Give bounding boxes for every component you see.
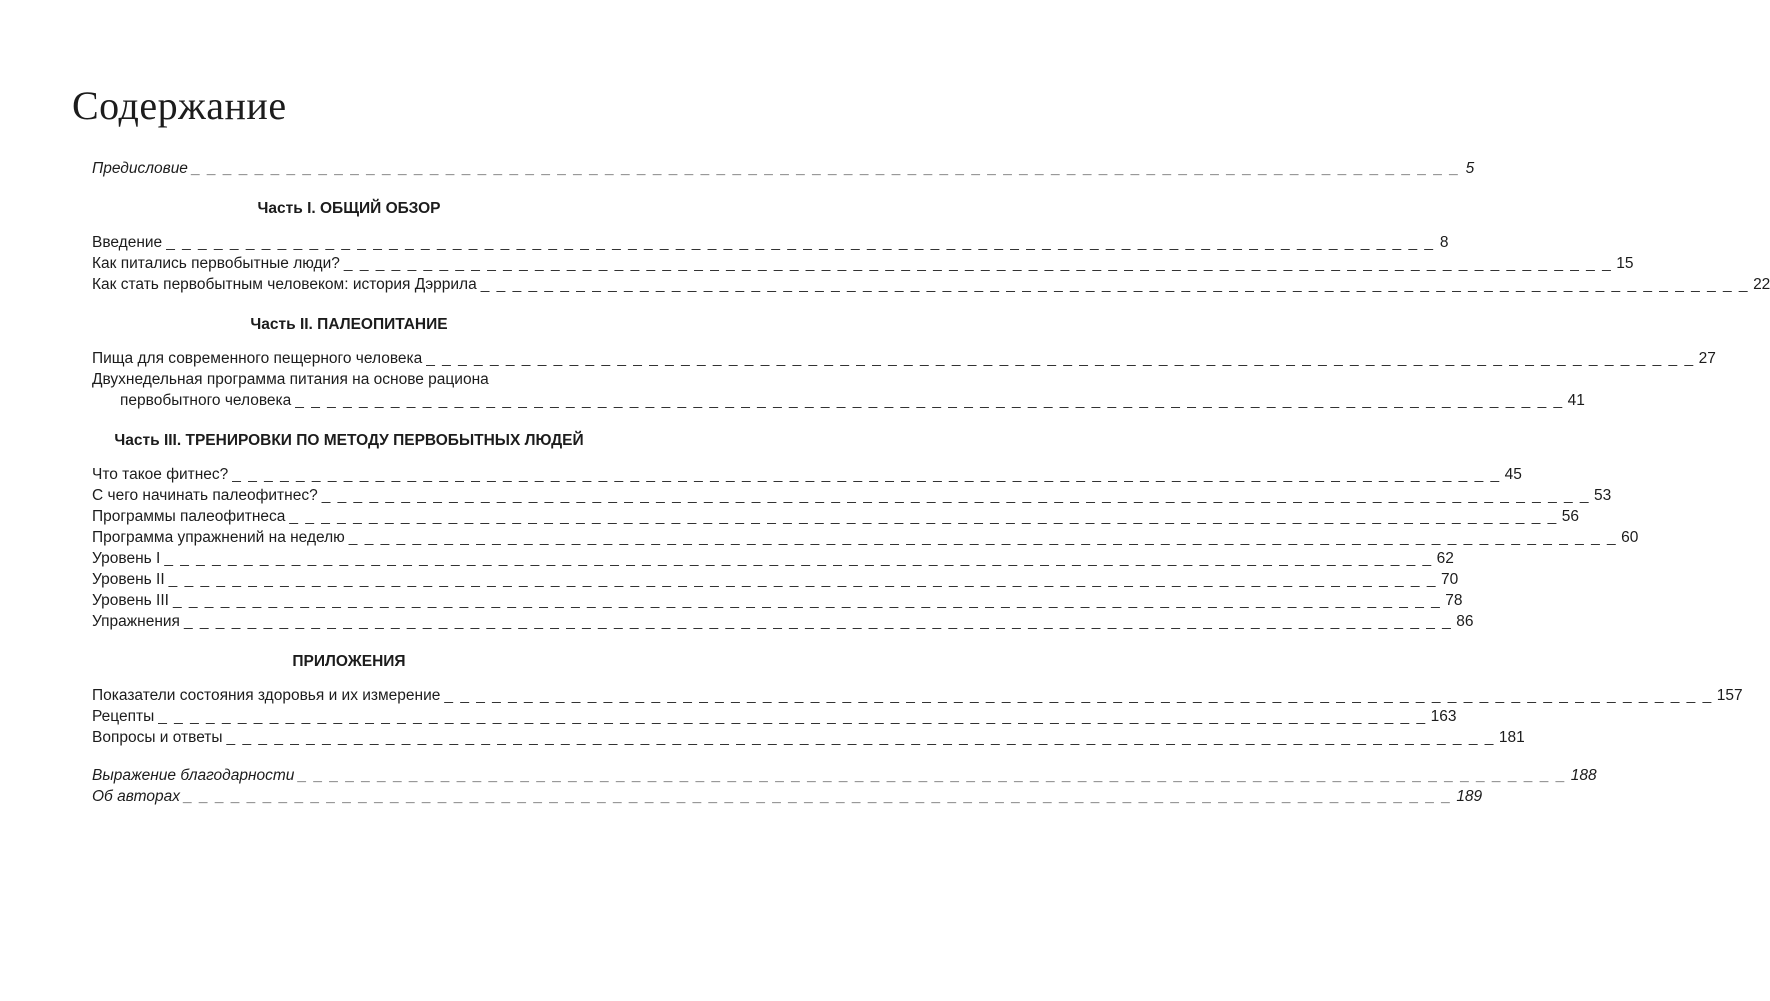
toc-entry-label: С чего начинать палеофитнес? <box>92 487 318 504</box>
toc-entry[interactable] <box>92 727 1525 748</box>
toc-entry-page: 27 <box>1698 350 1716 367</box>
toc-entry-label: Предисловие <box>92 160 188 177</box>
toc-entry-line-2 <box>92 390 1585 411</box>
dot-leader: _ _ _ _ _ _ _ _ _ _ _ _ _ _ _ _ _ _ _ _ _ _ _ _ _ _ _ _ _ _ _ _ _ _ _ _ _ _ _ _ _ _ _ _ _ _ _ _ _ _ _ _ _ _ _ _ _ _ _ _ _ _ _ _ _ _ _ _ _ _ _ _ _ _ _ _ _ _ _ _ <box>343 255 1613 272</box>
dot-leader: _ _ _ _ _ _ _ _ _ _ _ _ _ _ _ _ _ _ _ _ _ _ _ _ _ _ _ _ _ _ _ _ _ _ _ _ _ _ _ _ _ _ _ _ _ _ _ _ _ _ _ _ _ _ _ _ _ _ _ _ _ _ _ _ _ _ _ _ _ _ _ _ _ _ _ _ _ _ _ _ <box>295 392 1564 409</box>
toc-entry-label: Программы палеофитнеса <box>92 508 286 525</box>
toc-entry-label: Как стать первобытным человеком: история Дэррила <box>92 276 477 293</box>
table-of-contents <box>72 83 1770 807</box>
toc-entry-label: Уровень I <box>92 550 161 567</box>
dot-leader: _ _ _ _ _ _ _ _ _ _ _ _ _ _ _ _ _ _ _ _ _ _ _ _ _ _ _ _ _ _ _ _ _ _ _ _ _ _ _ _ _ _ _ _ _ _ _ _ _ _ _ _ _ _ _ _ _ _ _ _ _ _ _ _ _ _ _ _ _ _ _ _ _ _ _ _ _ _ _ _ <box>348 529 1618 546</box>
toc-entry-page: 163 <box>1430 708 1457 725</box>
appendix-heading: ПРИЛОЖЕНИЯ <box>292 653 406 670</box>
toc-entry[interactable] <box>92 274 1770 295</box>
toc-entry-label: Уровень III <box>92 592 169 609</box>
toc-entry[interactable] <box>92 253 1634 274</box>
toc-entry-acknowledgements[interactable] <box>92 765 1597 786</box>
toc-entry-label: Введение <box>92 234 163 251</box>
toc-entry-page: 53 <box>1594 487 1612 504</box>
dot-leader: _ _ _ _ _ _ _ _ _ _ _ _ _ _ _ _ _ _ _ _ _ _ _ _ _ _ _ _ _ _ _ _ _ _ _ _ _ _ _ _ _ _ _ _ _ _ _ _ _ _ _ _ _ _ _ _ _ _ _ _ _ _ _ _ _ _ _ _ _ _ _ _ _ _ _ _ _ _ _ _ <box>298 767 1567 784</box>
toc-entry-label: Программа упражнений на неделю <box>92 529 345 546</box>
toc-entry[interactable] <box>92 685 1743 706</box>
toc-entry-page: 189 <box>1456 788 1483 805</box>
toc-entry-label: Вопросы и ответы <box>92 729 223 746</box>
toc-entry[interactable] <box>92 348 1716 369</box>
toc-entry-page: 41 <box>1567 392 1585 409</box>
toc-entry[interactable] <box>92 464 1522 485</box>
toc-entry[interactable] <box>92 506 1579 527</box>
toc-entry[interactable] <box>92 611 1474 632</box>
part-3-heading: Часть III. ТРЕНИРОВКИ ПО МЕТОДУ ПЕРВОБЫТНЫХ ЛЮДЕЙ <box>114 432 584 449</box>
toc-entry-about-authors[interactable] <box>92 786 1483 807</box>
toc-entry-multiline[interactable] <box>92 369 1585 411</box>
toc-entry-label: Уровень II <box>92 571 165 588</box>
toc-entry-page: 78 <box>1445 592 1463 609</box>
toc-entry-page: 86 <box>1456 613 1474 630</box>
toc-entry-label: Рецепты <box>92 708 155 725</box>
toc-entry[interactable] <box>92 590 1463 611</box>
toc-entry-page: 56 <box>1561 508 1579 525</box>
toc-entry-page: 60 <box>1621 529 1639 546</box>
toc-entry-page: 45 <box>1504 466 1522 483</box>
toc-entry-label: Выражение благодарности <box>92 767 295 784</box>
spacer <box>92 748 606 765</box>
toc-entry-preface[interactable] <box>92 158 1475 179</box>
toc-entry-page: 5 <box>1465 160 1475 177</box>
part-1-heading: Часть I. ОБЩИЙ ОБЗОР <box>257 200 441 217</box>
dot-leader: _ _ _ _ _ _ _ _ _ _ _ _ _ _ _ _ _ _ _ _ _ _ _ _ _ _ _ _ _ _ _ _ _ _ _ _ _ _ _ _ _ _ _ _ _ _ _ _ _ _ _ _ _ _ _ _ _ _ _ _ _ _ _ _ _ _ _ _ _ _ _ _ _ _ _ _ _ _ _ _ <box>183 613 1453 630</box>
dot-leader: _ _ _ _ _ _ _ _ _ _ _ _ _ _ _ _ _ _ _ _ _ _ _ _ _ _ _ _ _ _ _ _ _ _ _ _ _ _ _ _ _ _ _ _ _ _ _ _ _ _ _ _ _ _ _ _ _ _ _ _ _ _ _ _ _ _ _ _ _ _ _ _ _ _ _ _ _ _ _ _ <box>183 788 1453 805</box>
dot-leader: _ _ _ _ _ _ _ _ _ _ _ _ _ _ _ _ _ _ _ _ _ _ _ _ _ _ _ _ _ _ _ _ _ _ _ _ _ _ _ _ _ _ _ _ _ _ _ _ _ _ _ _ _ _ _ _ _ _ _ _ _ _ _ _ _ _ _ _ _ _ _ _ _ _ _ _ _ _ _ _ <box>191 160 1461 177</box>
toc-entry-page: 22 <box>1753 276 1770 293</box>
dot-leader: _ _ _ _ _ _ _ _ _ _ _ _ _ _ _ _ _ _ _ _ _ _ _ _ _ _ _ _ _ _ _ _ _ _ _ _ _ _ _ _ _ _ _ _ _ _ _ _ _ _ _ _ _ _ _ _ _ _ _ _ _ _ _ _ _ _ _ _ _ _ _ _ _ _ _ _ _ _ _ _ <box>168 571 1437 588</box>
dot-leader: _ _ _ _ _ _ _ _ _ _ _ _ _ _ _ _ _ _ _ _ _ _ _ _ _ _ _ _ _ _ _ _ _ _ _ _ _ _ _ _ _ _ _ _ _ _ _ _ _ _ _ _ _ _ _ _ _ _ _ _ _ _ _ _ _ _ _ _ _ _ _ _ _ _ _ _ _ _ _ _ <box>232 466 1501 483</box>
toc-entry-label: Показатели состояния здоровья и их измерение <box>92 687 441 704</box>
toc-entry-label: Пища для современного пещерного человека <box>92 350 423 367</box>
dot-leader: _ _ _ _ _ _ _ _ _ _ _ _ _ _ _ _ _ _ _ _ _ _ _ _ _ _ _ _ _ _ _ _ _ _ _ _ _ _ _ _ _ _ _ _ _ _ _ _ _ _ _ _ _ _ _ _ _ _ _ _ _ _ _ _ _ _ _ _ _ _ _ _ _ _ _ _ _ _ _ _ <box>172 592 1442 609</box>
dot-leader: _ _ _ _ _ _ _ _ _ _ _ _ _ _ _ _ _ _ _ _ _ _ _ _ _ _ _ _ _ _ _ _ _ _ _ _ _ _ _ _ _ _ _ _ _ _ _ _ _ _ _ _ _ _ _ _ _ _ _ _ _ _ _ _ _ _ _ _ _ _ _ _ _ _ _ _ _ _ _ _ <box>226 729 1495 746</box>
dot-leader: _ _ _ _ _ _ _ _ _ _ _ _ _ _ _ _ _ _ _ _ _ _ _ _ _ _ _ _ _ _ _ _ _ _ _ _ _ _ _ _ _ _ _ _ _ _ _ _ _ _ _ _ _ _ _ _ _ _ _ _ _ _ _ _ _ _ _ _ _ _ _ _ _ _ _ _ _ _ _ _ <box>321 487 1591 504</box>
dot-leader: _ _ _ _ _ _ _ _ _ _ _ _ _ _ _ _ _ _ _ _ _ _ _ _ _ _ _ _ _ _ _ _ _ _ _ _ _ _ _ _ _ _ _ _ _ _ _ _ _ _ _ _ _ _ _ _ _ _ _ _ _ _ _ _ _ _ _ _ _ _ _ _ _ _ _ _ _ _ _ _ <box>444 687 1713 704</box>
toc-entry[interactable] <box>92 569 1459 590</box>
toc-entry[interactable] <box>92 527 1639 548</box>
toc-entry-page: 8 <box>1439 234 1449 251</box>
toc-entry-page: 188 <box>1570 767 1597 784</box>
toc-entry-page: 181 <box>1498 729 1525 746</box>
toc-entry-page: 62 <box>1436 550 1454 567</box>
dot-leader: _ _ _ _ _ _ _ _ _ _ _ _ _ _ _ _ _ _ _ _ _ _ _ _ _ _ _ _ _ _ _ _ _ _ _ _ _ _ _ _ _ _ _ _ _ _ _ _ _ _ _ _ _ _ _ _ _ _ _ _ _ _ _ _ _ _ _ _ _ _ _ _ _ _ _ _ _ _ _ _ <box>158 708 1427 725</box>
toc-entry-page: 157 <box>1716 687 1743 704</box>
toc-entry[interactable] <box>92 706 1457 727</box>
dot-leader: _ _ _ _ _ _ _ _ _ _ _ _ _ _ _ _ _ _ _ _ _ _ _ _ _ _ _ _ _ _ _ _ _ _ _ _ _ _ _ _ _ _ _ _ _ _ _ _ _ _ _ _ _ _ _ _ _ _ _ _ _ _ _ _ _ _ _ _ _ _ _ _ _ _ _ _ _ _ _ _ <box>166 234 1435 251</box>
toc-entry-page: 70 <box>1440 571 1459 588</box>
toc-entry-label: Об авторах <box>92 788 180 805</box>
toc-entry-page: 15 <box>1616 255 1634 272</box>
dot-leader: _ _ _ _ _ _ _ _ _ _ _ _ _ _ _ _ _ _ _ _ _ _ _ _ _ _ _ _ _ _ _ _ _ _ _ _ _ _ _ _ _ _ _ _ _ _ _ _ _ _ _ _ _ _ _ _ _ _ _ _ _ _ _ _ _ _ _ _ _ _ _ _ _ _ _ _ _ _ _ _ <box>426 350 1695 367</box>
toc-entry-label-line-1: Двухнедельная программа питания на основе рациона <box>92 371 489 388</box>
dot-leader: _ _ _ _ _ _ _ _ _ _ _ _ _ _ _ _ _ _ _ _ _ _ _ _ _ _ _ _ _ _ _ _ _ _ _ _ _ _ _ _ _ _ _ _ _ _ _ _ _ _ _ _ _ _ _ _ _ _ _ _ _ _ _ _ _ _ _ _ _ _ _ _ _ _ _ _ _ _ _ _ <box>289 508 1558 525</box>
toc-entry[interactable] <box>92 232 1449 253</box>
dot-leader: _ _ _ _ _ _ _ _ _ _ _ _ _ _ _ _ _ _ _ _ _ _ _ _ _ _ _ _ _ _ _ _ _ _ _ _ _ _ _ _ _ _ _ _ _ _ _ _ _ _ _ _ _ _ _ _ _ _ _ _ _ _ _ _ _ _ _ _ _ _ _ _ _ _ _ _ _ _ _ _ <box>164 550 1433 567</box>
toc-entry-label: Что такое фитнес? <box>92 466 229 483</box>
dot-leader: _ _ _ _ _ _ _ _ _ _ _ _ _ _ _ _ _ _ _ _ _ _ _ _ _ _ _ _ _ _ _ _ _ _ _ _ _ _ _ _ _ _ _ _ _ _ _ _ _ _ _ _ _ _ _ _ _ _ _ _ _ _ _ _ _ _ _ _ _ _ _ _ _ _ _ _ _ _ _ _ <box>480 276 1750 293</box>
toc-entry[interactable] <box>92 485 1612 506</box>
toc-entry-label: Как питались первобытные люди? <box>92 255 340 272</box>
toc-entry-label-line-2: первобытного человека <box>120 392 292 409</box>
toc-entry-label: Упражнения <box>92 613 180 630</box>
part-2-heading: Часть II. ПАЛЕОПИТАНИЕ <box>250 316 448 333</box>
page-title: Содержание <box>72 83 287 128</box>
toc-entry[interactable] <box>92 548 1454 569</box>
